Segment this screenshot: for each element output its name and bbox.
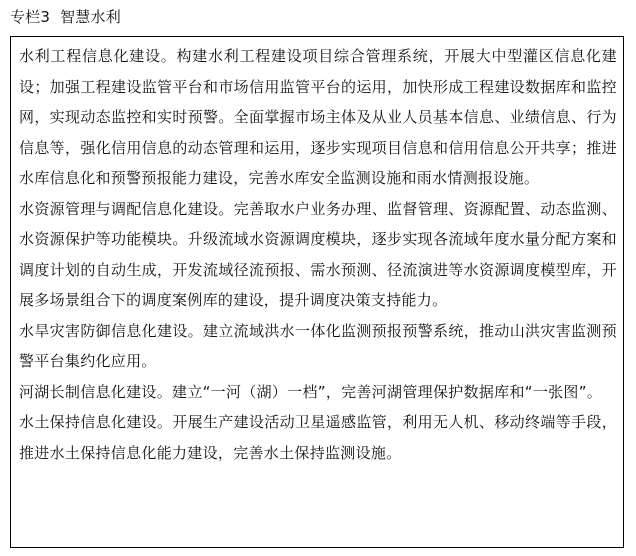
column-title	[10, 6, 121, 28]
title-spacer	[50, 8, 60, 26]
column-label: 专栏3	[10, 8, 51, 26]
paragraph-heading: 河湖长制信息化建设。	[19, 382, 173, 401]
paragraph-heading: 水资源管理与调配信息化建设。	[19, 199, 234, 218]
paragraph-text: 建立“一河（湖）一档”，完善河湖管理保护数据库和“一张图”。	[172, 382, 603, 401]
paragraph-text: 构建水利工程建设项目综合管理系统，开展大中型灌区信息化建设；加强工程建设监管平台和市场信用监管平台的运用，加快形成工程建设数据库和监控网，实现动态监控和实时预警。全面掌握市场主体及从业人员基本信息、业绩信息、行为信息等，强化信用信息的动态管理和运用，逐步实现项目信息和信用信息公开共享；推进水库信息化和预警预报能力建设，完善水库安全监测设施和雨水情测报设施。	[19, 47, 617, 187]
paragraph-river-lake-chief	[19, 377, 617, 408]
paragraph-text: 开展生产建设活动卫星遥感监管，利用无人机、移动终端等手段，推进水土保持信息化能力建设，完善水土保持监测设施。	[19, 413, 617, 462]
paragraph-heading: 水利工程信息化建设。	[19, 47, 177, 65]
paragraph-heading: 水旱灾害防御信息化建设。	[19, 321, 204, 340]
column-heading: 智慧水利	[60, 8, 121, 26]
paragraph-hydraulic-engineering	[19, 41, 617, 194]
paragraph-text: 建立流域洪水一体化监测预报预警系统，推动山洪灾害监测预警平台集约化应用。	[19, 321, 617, 370]
paragraph-soil-water-conservation	[19, 407, 617, 468]
paragraph-flood-drought	[19, 316, 617, 377]
paragraph-water-resources	[19, 194, 617, 316]
column-box	[10, 36, 624, 548]
paragraph-heading: 水土保持信息化建设。	[19, 413, 173, 431]
paragraph-text: 完善取水户业务办理、监督管理、资源配置、动态监测、水资源保护等功能模块。升级流域水资源调度模块，逐步实现各流域年度水量分配方案和调度计划的自动生成，开发流域径流预报、需水预测、径流演进等水资源调度模型库，开展多场景组合下的调度案例库的建设，提升调度决策支持能力。	[19, 199, 617, 309]
